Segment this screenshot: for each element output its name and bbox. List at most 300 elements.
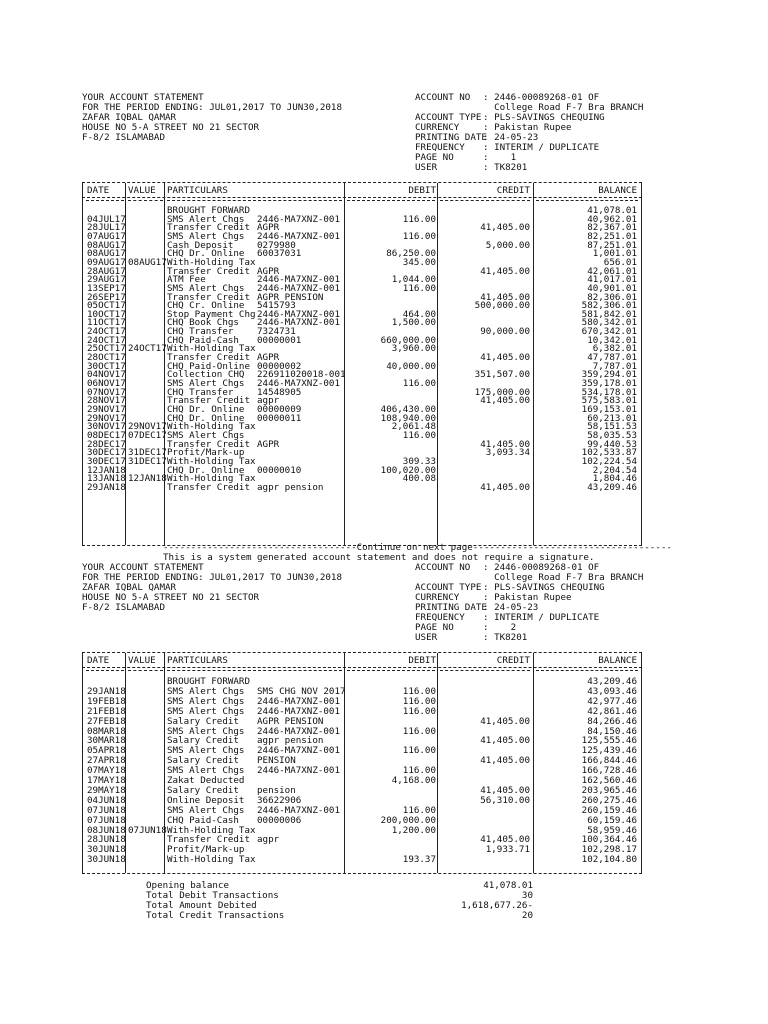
row-balance: 84,150.46 (587, 725, 637, 737)
row-debit: 4,168.00 (391, 775, 436, 786)
row-particulars: Salary Credit (167, 735, 239, 747)
row-date: 07AUG17 (87, 230, 126, 242)
row-particulars: Transfer Credit (167, 265, 250, 277)
account-info-label: ACCOUNT TYPE (415, 582, 482, 593)
row-reference: 60037031 (257, 248, 302, 260)
row-date: 19FEB18 (87, 695, 126, 707)
account-info-label: CURRENCY (415, 122, 460, 133)
row-debit: 40,000.00 (386, 360, 436, 372)
row-balance: 82,367.01 (587, 222, 637, 234)
table-header-date: DATE (87, 185, 110, 196)
row-balance: 60,213.01 (587, 412, 637, 424)
row-reference: 00000001 (257, 334, 302, 346)
account-info-value: : PLS-SAVINGS CHEQUING (483, 112, 605, 123)
row-reference: 0279980 (257, 239, 296, 251)
row-debit: 116.00 (402, 230, 436, 242)
row-balance: 58,035.53 (587, 429, 637, 441)
row-date: 29JAN18 (87, 481, 126, 493)
row-particulars: Transfer Credit (167, 481, 250, 493)
row-date: 05OCT17 (87, 300, 126, 312)
row-date: 21FEB18 (87, 705, 126, 717)
row-debit: 116.00 (402, 213, 436, 225)
table-header-value: VALUE (128, 655, 156, 666)
row-debit: 116.00 (402, 765, 436, 777)
table-header-rule (82, 197, 642, 198)
account-info-value: : Pakistan Rupee (483, 592, 572, 603)
row-particulars: CHQ Dr. Online (167, 248, 245, 260)
row-particulars: Salary Credit (167, 755, 239, 767)
row-particulars: With-Holding Tax (167, 455, 256, 467)
system-generated-note: This is a system generated account statement and does not require a signature. (163, 552, 595, 563)
table-subheader-rule (347, 670, 435, 671)
account-info-label: PRINTING DATE (415, 132, 487, 143)
row-date: 08AUG17 (87, 248, 126, 260)
statement-header-line: ZAFAR IQBAL QAMAR (82, 582, 177, 593)
row-date: 08MAR18 (87, 725, 126, 737)
row-balance: 82,251.01 (587, 230, 637, 242)
account-info-label: PAGE NO (415, 622, 454, 633)
row-reference: 36622906 (257, 794, 302, 806)
row-reference: 2446-MA7XNZ-001 (257, 317, 340, 329)
row-reference: 2446-MA7XNZ-001 (257, 282, 340, 294)
row-particulars: Zakat Deducted (167, 775, 245, 786)
table-column-divider (437, 183, 438, 545)
row-particulars: SMS Alert Chgs (167, 378, 245, 389)
row-date: 29NOV17 (87, 412, 126, 424)
table-header-particulars: PARTICULARS (167, 655, 228, 666)
row-reference: 00000009 (257, 403, 302, 415)
table-column-divider (344, 183, 345, 545)
account-info-value: College Road F-7 Bra BRANCH (483, 572, 644, 583)
row-date: 29MAY18 (87, 784, 126, 796)
row-date: 26SEP17 (87, 291, 126, 303)
row-debit: 345.00 (402, 256, 436, 268)
row-value-date: 29NOV17 (128, 421, 167, 433)
row-credit: 351,507.00 (474, 369, 530, 381)
row-debit: 1,200.00 (391, 824, 436, 836)
row-date: 04NOV17 (87, 369, 126, 381)
row-particulars: SMS Alert Chgs (167, 705, 245, 717)
statement-header-line: HOUSE NO 5-A STREET NO 21 SECTOR (82, 122, 260, 133)
table-header-date: DATE (87, 655, 110, 666)
table-column-divider (641, 653, 642, 873)
statement-header-line: HOUSE NO 5-A STREET NO 21 SECTOR (82, 592, 260, 603)
summary-value: 30 (521, 890, 533, 901)
row-credit: 41,405.00 (480, 352, 530, 364)
row-balance: 534,178.01 (581, 386, 637, 398)
row-balance: 7,787.01 (592, 360, 637, 372)
row-date: 04JUL17 (87, 213, 126, 225)
row-debit: 116.00 (402, 282, 436, 294)
row-date: 27APR18 (87, 755, 126, 767)
row-date: 30NOV17 (87, 421, 126, 433)
account-info-value: : Pakistan Rupee (483, 122, 572, 133)
row-debit: 2,061.48 (391, 421, 436, 433)
row-balance: 6,382.01 (592, 343, 637, 355)
row-particulars: CHQ Paid-Cash (167, 334, 239, 346)
row-reference: agpr (257, 834, 280, 846)
summary-label: Total Credit Transactions (146, 910, 285, 921)
table-subheader-rule (128, 200, 163, 201)
table-top-rule (82, 652, 642, 653)
row-date: 07NOV17 (87, 386, 126, 398)
table-header-credit: CREDIT (496, 655, 530, 666)
row-particulars: SMS Alert Chgs (167, 429, 245, 441)
row-debit: 116.00 (402, 745, 436, 757)
row-balance: 58,959.46 (587, 824, 637, 836)
row-balance: 58,151.53 (587, 421, 637, 433)
row-debit: 116.00 (402, 685, 436, 697)
row-reference: AGPR PENSION (257, 291, 324, 303)
row-reference: AGPR (257, 438, 280, 450)
row-value-date: 07DEC17 (128, 429, 167, 441)
row-date: 08JUN18 (87, 824, 126, 836)
row-value-date: 12JAN18 (128, 473, 167, 485)
row-particulars: CHQ Dr. Online (167, 464, 245, 476)
row-date: 08DEC17 (87, 429, 126, 441)
row-date: 06NOV17 (87, 378, 126, 389)
table-header-debit: DEBIT (408, 655, 436, 666)
row-balance: 2,204.54 (592, 464, 637, 476)
row-reference: 5415793 (257, 300, 296, 312)
account-info-value: : 24-05-23 (483, 602, 539, 613)
row-balance: 100,364.46 (581, 834, 637, 846)
statement-header-line: F-8/2 ISLAMABAD (82, 132, 165, 143)
row-date: 30OCT17 (87, 360, 126, 372)
row-balance: 166,728.46 (581, 765, 637, 777)
row-reference: agpr pension (257, 735, 324, 747)
summary-label: Total Amount Debited (146, 900, 257, 911)
row-balance: 84,266.46 (587, 715, 637, 727)
row-debit: 116.00 (402, 804, 436, 816)
row-credit: 41,405.00 (480, 755, 530, 767)
row-reference: 00000006 (257, 814, 302, 826)
continue-on-next-page: -----------------------------------Continue on next page------------------------------------ (163, 542, 672, 553)
row-date: 29NOV17 (87, 403, 126, 415)
row-debit: 1,044.00 (391, 274, 436, 286)
row-reference: 2446-MA7XNZ-001 (257, 725, 340, 737)
row-balance: 87,251.01 (587, 239, 637, 251)
account-info-value: : INTERIM / DUPLICATE (483, 612, 600, 623)
row-particulars: SMS Alert Chgs (167, 282, 245, 294)
row-balance: 43,093.46 (587, 685, 637, 697)
row-reference: AGPR PENSION (257, 715, 324, 727)
row-balance: 102,224.54 (581, 455, 637, 467)
row-credit: 41,405.00 (480, 715, 530, 727)
summary-value: 41,078.01 (483, 880, 533, 891)
row-reference: agpr (257, 395, 280, 407)
summary-value: 1,618,677.26- (461, 900, 533, 911)
row-date: 10OCT17 (87, 308, 126, 320)
row-reference: 00000010 (257, 464, 302, 476)
row-balance: 162,560.46 (581, 775, 637, 786)
account-info-label: ACCOUNT NO (415, 92, 471, 103)
row-reference: 2446-MA7XNZ-001 (257, 804, 340, 816)
row-date: 07JUN18 (87, 804, 126, 816)
row-particulars: CHQ Paid-Online (167, 360, 250, 372)
row-balance: 670,342.01 (581, 326, 637, 338)
row-date: 11OCT17 (87, 317, 126, 329)
row-particulars: With-Holding Tax (167, 824, 256, 836)
row-balance: 40,901.01 (587, 282, 637, 294)
row-particulars: Transfer Credit (167, 834, 250, 846)
row-balance: 102,533.87 (581, 447, 637, 459)
summary-label: Total Debit Transactions (146, 890, 279, 901)
account-info-value: : 24-05-23 (483, 132, 539, 143)
table-column-divider (641, 183, 642, 545)
row-date: 13JAN18 (87, 473, 126, 485)
row-debit: 193.37 (402, 854, 436, 866)
row-balance: 575,583.01 (581, 395, 637, 407)
row-date: 05APR18 (87, 745, 126, 757)
row-credit: 41,405.00 (480, 834, 530, 846)
row-balance: 359,178.01 (581, 378, 637, 389)
row-balance: 42,861.46 (587, 705, 637, 717)
account-info-value: : 2 (483, 622, 517, 633)
row-debit: 86,250.00 (386, 248, 436, 260)
account-info-label: USER (415, 632, 438, 643)
row-credit: 175,000.00 (474, 386, 530, 398)
row-date: 12JAN18 (87, 464, 126, 476)
table-header-debit: DEBIT (408, 185, 436, 196)
table-subheader-rule (536, 670, 638, 671)
row-balance: 47,787.01 (587, 352, 637, 364)
row-particulars: SMS Alert Chgs (167, 725, 245, 737)
row-balance: 82,306.01 (587, 291, 637, 303)
row-debit: 406,430.00 (380, 403, 436, 415)
row-reference: 2446-MA7XNZ-001 (257, 765, 340, 777)
row-balance: 60,159.46 (587, 814, 637, 826)
row-credit: 41,405.00 (480, 291, 530, 303)
row-reference: agpr pension (257, 481, 324, 493)
table-header-credit: CREDIT (496, 185, 530, 196)
row-date: 07MAY18 (87, 765, 126, 777)
row-particulars: SMS Alert Chgs (167, 213, 245, 225)
row-date: 17MAY18 (87, 775, 126, 786)
account-info-label: ACCOUNT TYPE (415, 112, 482, 123)
table-bottom-rule (82, 873, 642, 874)
row-particulars: Transfer Credit (167, 438, 250, 450)
table-subheader-rule (86, 200, 124, 201)
row-particulars: Profit/Mark-up (167, 844, 245, 856)
account-info-value: College Road F-7 Bra BRANCH (483, 102, 644, 113)
table-subheader-rule (536, 200, 638, 201)
row-balance: 43,209.46 (587, 481, 637, 493)
row-credit: 5,000.00 (485, 239, 530, 251)
row-particulars: CHQ Dr. Online (167, 412, 245, 424)
row-particulars: Salary Credit (167, 715, 239, 727)
row-particulars: CHQ Cr. Online (167, 300, 245, 312)
row-balance: 1,804.46 (592, 473, 637, 485)
row-date: 28JUN18 (87, 834, 126, 846)
row-reference: AGPR (257, 265, 280, 277)
summary-label: Opening balance (146, 880, 229, 891)
row-date: 28JUL17 (87, 222, 126, 234)
row-date: 29JAN18 (87, 685, 126, 697)
row-particulars: With-Holding Tax (167, 854, 256, 866)
account-info-label: USER (415, 162, 438, 173)
row-particulars: Cash Deposit (167, 239, 234, 251)
row-particulars: Transfer Credit (167, 291, 250, 303)
row-particulars: SMS Alert Chgs (167, 685, 245, 697)
row-date: 24OCT17 (87, 326, 126, 338)
row-credit: 41,405.00 (480, 265, 530, 277)
table-column-divider (164, 183, 165, 545)
row-credit: 41,405.00 (480, 395, 530, 407)
account-info-label: ACCOUNT NO (415, 562, 471, 573)
row-reference: PENSION (257, 755, 296, 767)
row-particulars: ATM Fee (167, 274, 206, 286)
statement-header-line: YOUR ACCOUNT STATEMENT (82, 92, 204, 103)
row-particulars: CHQ Transfer (167, 386, 234, 398)
table-header-particulars: PARTICULARS (167, 185, 228, 196)
row-credit: 41,405.00 (480, 438, 530, 450)
row-debit: 108,940.00 (380, 412, 436, 424)
row-reference: 7324731 (257, 326, 296, 338)
row-balance: 41,017.01 (587, 274, 637, 286)
row-particulars: Salary Credit (167, 784, 239, 796)
table-header-balance: BALANCE (598, 185, 637, 196)
row-credit: 41,405.00 (480, 222, 530, 234)
row-balance: 203,965.46 (581, 784, 637, 796)
row-debit: 400.08 (402, 473, 436, 485)
row-reference: 2446-MA7XNZ-001 (257, 213, 340, 225)
table-top-rule (82, 182, 642, 183)
row-reference: pension (257, 784, 296, 796)
row-credit: 90,000.00 (480, 326, 530, 338)
row-balance: 359,294.01 (581, 369, 637, 381)
row-credit: 1,933.71 (485, 844, 530, 856)
row-date: 30DEC17 (87, 447, 126, 459)
row-date: 28DEC17 (87, 438, 126, 450)
table-header-value: VALUE (128, 185, 156, 196)
row-value-date: 08AUG17 (128, 256, 167, 268)
row-reference: 2446-MA7XNZ-001 (257, 695, 340, 707)
row-balance: 42,977.46 (587, 695, 637, 707)
table-header-balance: BALANCE (598, 655, 637, 666)
row-particulars: With-Holding Tax (167, 473, 256, 485)
row-debit: 116.00 (402, 725, 436, 737)
statement-header-line: F-8/2 ISLAMABAD (82, 602, 165, 613)
row-reference: 226911020018-001 (257, 369, 346, 381)
table-subheader-rule (440, 200, 530, 201)
row-reference: 00000011 (257, 412, 302, 424)
account-info-value: : TK8201 (483, 632, 528, 643)
row-balance: 125,555.46 (581, 735, 637, 747)
table-column-divider (82, 653, 83, 873)
row-debit: 116.00 (402, 705, 436, 717)
account-info-label: CURRENCY (415, 592, 460, 603)
account-info-label: FREQUENCY (415, 612, 465, 623)
statement-header-line: FOR THE PERIOD ENDING: JUL01,2017 TO JUN30,2018 (82, 102, 342, 113)
table-subheader-rule (86, 670, 124, 671)
table-subheader-rule (167, 670, 342, 671)
row-date: 28AUG17 (87, 265, 126, 277)
row-particulars: Transfer Credit (167, 395, 250, 407)
row-reference: 2446-MA7XNZ-001 (257, 230, 340, 242)
row-reference: AGPR (257, 222, 280, 234)
table-subheader-rule (347, 200, 435, 201)
row-date: 27FEB18 (87, 715, 126, 727)
row-date: 07JUN18 (87, 814, 126, 826)
row-balance: 260,159.46 (581, 804, 637, 816)
row-debit: 309.33 (402, 455, 436, 467)
row-balance: 169,153.01 (581, 403, 637, 415)
row-particulars: Transfer Credit (167, 222, 250, 234)
row-reference: 2446-MA7XNZ-001 (257, 308, 340, 320)
row-value-date: 24OCT17 (128, 343, 167, 355)
row-debit: 116.00 (402, 695, 436, 707)
row-particulars: CHQ Dr. Online (167, 403, 245, 415)
statement-header-line: FOR THE PERIOD ENDING: JUL01,2017 TO JUN30,2018 (82, 572, 342, 583)
row-date: 30MAR18 (87, 735, 126, 747)
account-info-label: PRINTING DATE (415, 602, 487, 613)
row-date: 28NOV17 (87, 395, 126, 407)
row-debit: 3,960.00 (391, 343, 436, 355)
row-credit: 41,405.00 (480, 481, 530, 493)
row-reference: 14548905 (257, 386, 302, 398)
row-balance: 42,061.01 (587, 265, 637, 277)
account-info-value: : 2446-00089268-01 OF (483, 92, 600, 103)
row-debit: 100,020.00 (380, 464, 436, 476)
row-value-date: 07JUN18 (128, 824, 167, 836)
row-value-date: 31DEC17 (128, 455, 167, 467)
account-info-value: : PLS-SAVINGS CHEQUING (483, 582, 605, 593)
row-particulars: Stop Payment Chg (167, 308, 256, 320)
row-credit: 56,310.00 (480, 794, 530, 806)
row-reference: 00000002 (257, 360, 302, 372)
row-particulars: BROUGHT FORWARD (167, 676, 250, 687)
account-info-value: : TK8201 (483, 162, 528, 173)
row-debit: 464.00 (402, 308, 436, 320)
row-date: 25OCT17 (87, 343, 126, 355)
row-credit: 500,000.00 (474, 300, 530, 312)
row-reference: 2446-MA7XNZ-001 (257, 378, 340, 389)
row-reference: 2446-MA7XNZ-001 (257, 745, 340, 757)
row-value-date: 31DEC17 (128, 447, 167, 459)
table-subheader-rule (167, 200, 342, 201)
row-particulars: SMS Alert Chgs (167, 230, 245, 242)
row-particulars: CHQ Transfer (167, 326, 234, 338)
row-particulars: CHQ Paid-Cash (167, 814, 239, 826)
table-subheader-rule (440, 670, 530, 671)
row-particulars: Profit/Mark-up (167, 447, 245, 459)
row-date: 29AUG17 (87, 274, 126, 286)
row-particulars: Online Deposit (167, 794, 245, 806)
row-credit: 41,405.00 (480, 784, 530, 796)
row-debit: 660,000.00 (380, 334, 436, 346)
account-info-label: PAGE NO (415, 152, 454, 163)
row-date: 04JUN18 (87, 794, 126, 806)
row-balance: 43,209.46 (587, 676, 637, 687)
table-column-divider (533, 183, 534, 545)
row-debit: 116.00 (402, 378, 436, 389)
row-particulars: CHQ Book Chgs (167, 317, 239, 329)
row-balance: 40,962.01 (587, 213, 637, 225)
row-balance: 1,001.01 (592, 248, 637, 260)
row-reference: AGPR (257, 352, 280, 364)
account-info-value: : INTERIM / DUPLICATE (483, 142, 600, 153)
row-balance: 99,440.53 (587, 438, 637, 450)
row-balance: 102,298.17 (581, 844, 637, 856)
row-date: 30JUN18 (87, 844, 126, 856)
row-date: 30JUN18 (87, 854, 126, 866)
statement-header-line: ZAFAR IQBAL QAMAR (82, 112, 177, 123)
row-date: 09AUG17 (87, 256, 126, 268)
row-date: 24OCT17 (87, 334, 126, 346)
row-date: 08AUG17 (87, 239, 126, 251)
row-balance: 10,342.01 (587, 334, 637, 346)
